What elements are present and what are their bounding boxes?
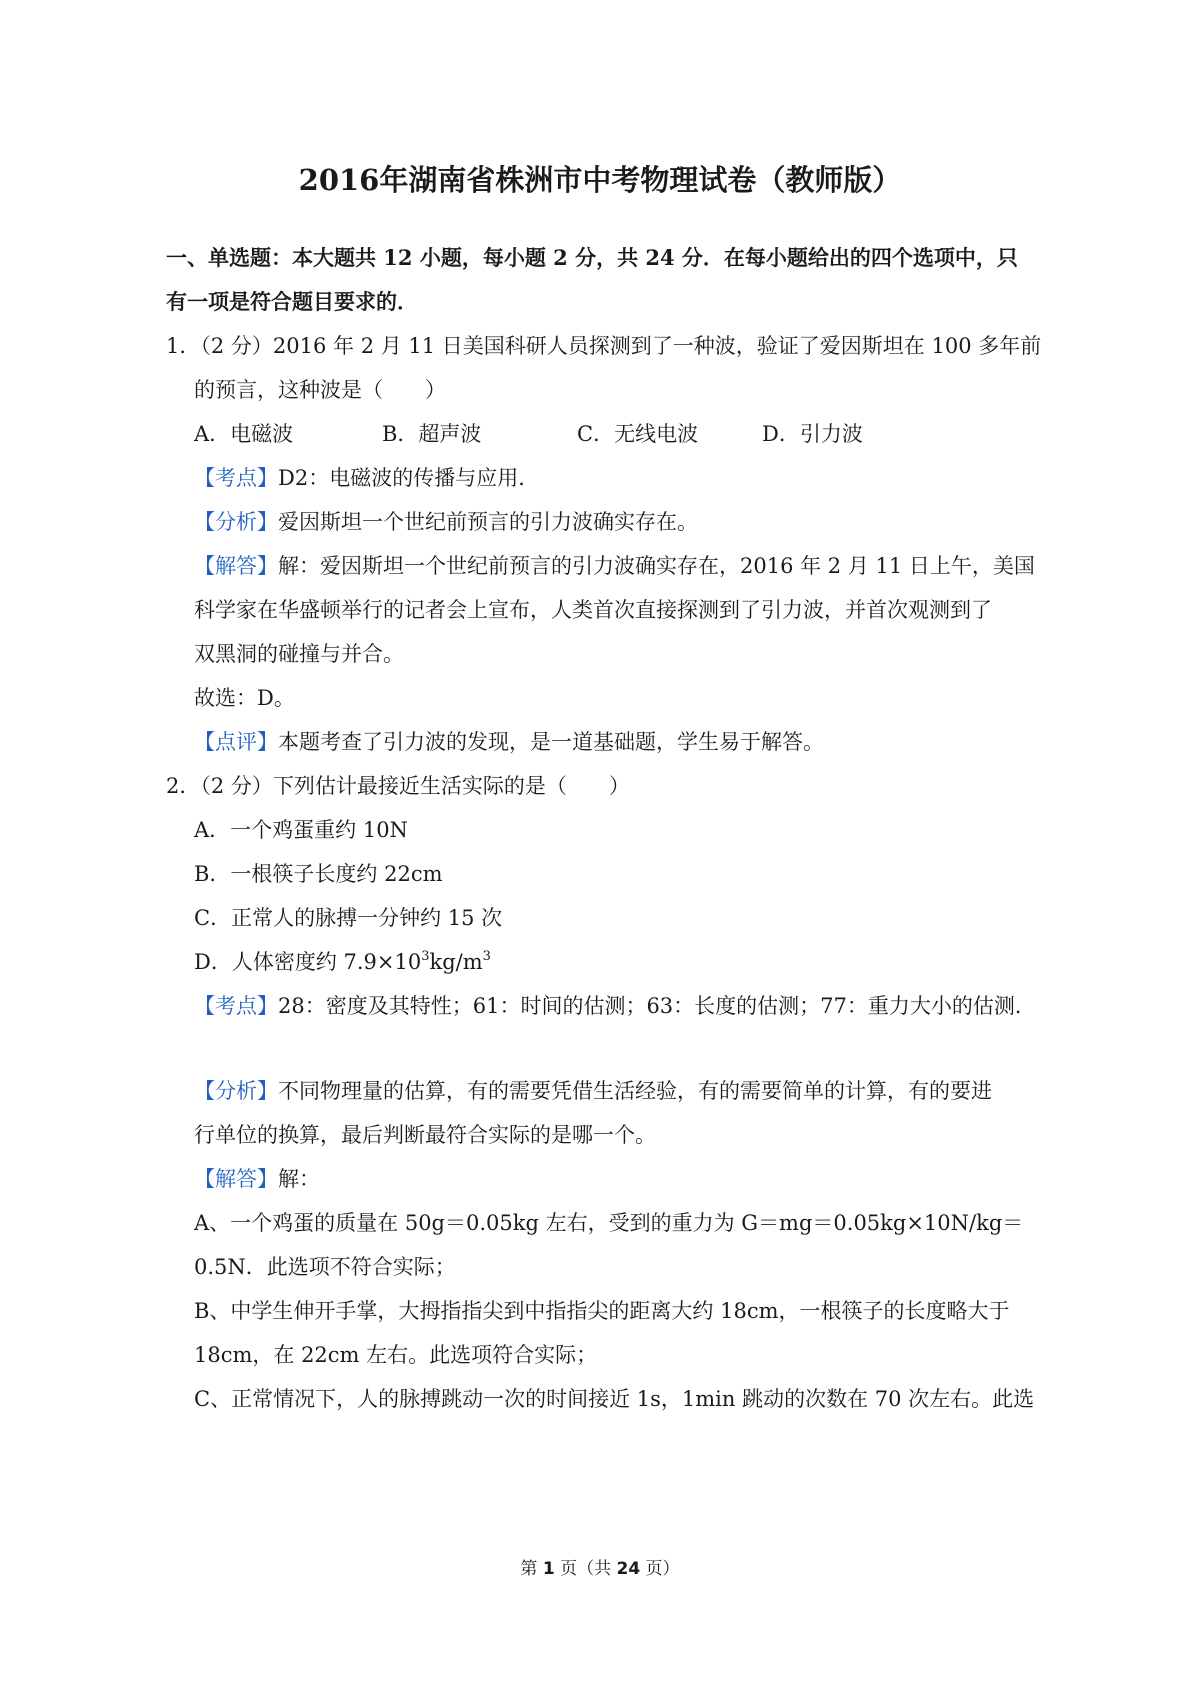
footer-prefix: 第 xyxy=(520,1559,543,1579)
fenxi-tag: 【分析】 xyxy=(194,510,278,534)
q1-option-a: A．电磁波 xyxy=(194,422,294,446)
q2-option-d-exp-1: 3 xyxy=(421,949,430,964)
q2-jieda-text: 解： xyxy=(278,1167,320,1191)
q2-option-d-exp-2: 3 xyxy=(482,949,491,964)
q2-analysis-a-line-2: 0.5N．此选项不符合实际； xyxy=(194,1255,456,1279)
q1-jieda-text-1: 解：爱因斯坦一个世纪前预言的引力波确实存在，2016 年 2 月 11 日上午，美国 xyxy=(278,554,1035,578)
q1-jieda-line-3: 双黑洞的碰撞与并合。 xyxy=(194,642,404,666)
q2-option-c: C．正常人的脉搏一分钟约 15 次 xyxy=(194,906,503,930)
q1-kaodian-text: D2：电磁波的传播与应用． xyxy=(278,466,540,490)
fenxi-tag: 【分析】 xyxy=(194,1079,278,1103)
footer-page-number: 1 xyxy=(542,1559,555,1579)
dianping-tag: 【点评】 xyxy=(194,730,278,754)
q1-stem-line-1: 1．（2 分）2016 年 2 月 11 日美国科研人员探测到了一种波，验证了爱因斯坦在 100 多年前 xyxy=(166,334,1042,358)
q1-option-d: D．引力波 xyxy=(762,422,863,446)
q2-option-a: A．一个鸡蛋重约 10N xyxy=(194,818,408,842)
q1-jieda xyxy=(194,552,1035,580)
section-heading-line-1: 一、单选题：本大题共 12 小题，每小题 2 分，共 24 分．在每小题给出的四个选项中，只 xyxy=(166,245,1018,270)
footer-middle: 页（共 xyxy=(554,1559,617,1579)
q2-kaodian xyxy=(194,992,1036,1020)
q1-option-b: B．超声波 xyxy=(382,422,482,446)
q2-analysis-b-line-1: B、中学生伸开手掌，大拇指指尖到中指指尖的距离大约 18cm，一根筷子的长度略大于 xyxy=(194,1299,1010,1323)
q1-jieda-line-2: 科学家在华盛顿举行的记者会上宣布，人类首次直接探测到了引力波，并首次观测到了 xyxy=(194,598,992,622)
q1-stem-line-2: 的预言，这种波是（ ） xyxy=(194,378,446,402)
q2-option-b: B．一根筷子长度约 22cm xyxy=(194,862,443,886)
q2-analysis-b-line-2: 18cm，在 22cm 左右。此选项符合实际； xyxy=(194,1343,598,1367)
q2-analysis-a-line-1: A、一个鸡蛋的质量在 50g＝0.05kg 左右，受到的重力为 G＝mg＝0.05kg×10N/kg＝ xyxy=(194,1211,1024,1235)
q1-dianping-text: 本题考查了引力波的发现，是一道基础题，学生易于解答。 xyxy=(278,730,824,754)
q1-fenxi xyxy=(194,508,698,536)
q2-option-d-text: D．人体密度约 7.9×10 xyxy=(194,950,422,974)
q2-option-d-unit: kg/m xyxy=(429,950,483,974)
q2-fenxi xyxy=(194,1077,992,1105)
section-heading-line-2: 有一项是符合题目要求的． xyxy=(166,289,418,314)
q2-analysis-c-line-1: C、正常情况下，人的脉搏跳动一次的时间接近 1s，1min 跳动的次数在 70 次左右。此选 xyxy=(194,1387,1035,1411)
q1-answer: 故选：D。 xyxy=(194,686,295,710)
q2-jieda xyxy=(194,1165,320,1193)
page-title: 2016年湖南省株洲市中考物理试卷（教师版） xyxy=(298,163,902,197)
footer-total-pages: 24 xyxy=(616,1559,641,1579)
q2-stem: 2．（2 分）下列估计最接近生活实际的是（ ） xyxy=(166,774,630,798)
q1-fenxi-text: 爱因斯坦一个世纪前预言的引力波确实存在。 xyxy=(278,510,698,534)
q2-option-d xyxy=(194,948,491,976)
q1-option-c: C．无线电波 xyxy=(577,422,699,446)
q2-kaodian-text: 28：密度及其特性；61：时间的估测；63：长度的估测；77：重力大小的估测． xyxy=(278,994,1036,1018)
q1-kaodian xyxy=(194,464,539,492)
q1-dianping xyxy=(194,728,824,756)
jieda-tag: 【解答】 xyxy=(194,554,278,578)
kaodian-tag: 【考点】 xyxy=(194,994,278,1018)
q2-fenxi-line-2: 行单位的换算，最后判断最符合实际的是哪一个。 xyxy=(194,1123,656,1147)
footer-suffix: 页） xyxy=(640,1559,680,1579)
page-footer xyxy=(0,1557,1200,1581)
jieda-tag: 【解答】 xyxy=(194,1167,278,1191)
kaodian-tag: 【考点】 xyxy=(194,466,278,490)
q2-fenxi-text-1: 不同物理量的估算，有的需要凭借生活经验，有的需要简单的计算，有的要进 xyxy=(278,1079,992,1103)
